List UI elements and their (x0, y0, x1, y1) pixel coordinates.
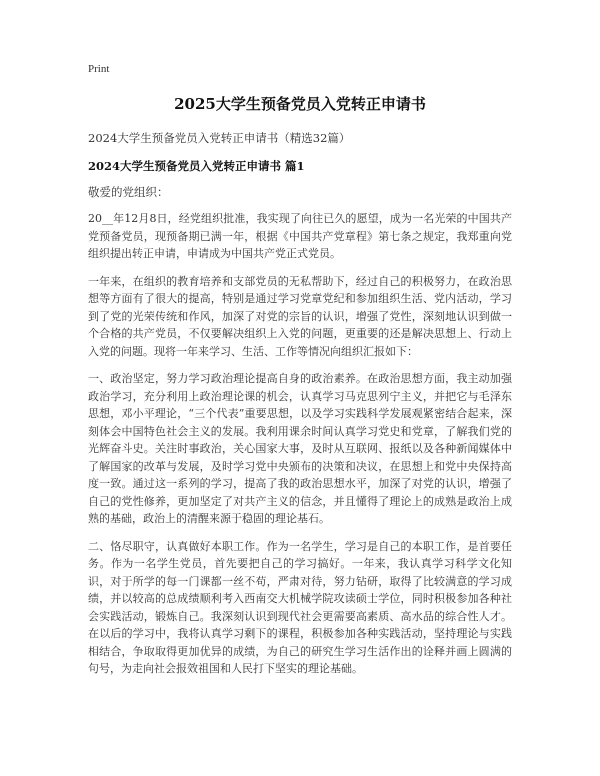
paragraph-1: 20__年12月8日，经党组织批准，我实现了向往已久的愿望，成为一名光荣的中国共产党预备党员，现预备期已满一年，根据《中国共产党章程》第七条之规定，我郑重向党组织提出转正申请，申请成为中国共产党正式党员。 (88, 212, 512, 260)
section-heading: 2024大学生预备党员入党转正申请书 篇1 (88, 159, 305, 173)
paragraph-4: 二、恪尽职守，认真做好本职工作。作为一名学生，学习是自己的本职工作，是首要任务。作为一名学生党员，首先要把自己的学习搞好。一年来，我认真学习科学文化知识，对于所学的每一门课都一丝不苟，严肃对待，努力钻研，取得了比较满意的学习成绩，并以较高的总成绩顺利考入西南交大机械学院攻读硕士学位，同时积极参加各种社会实践活动，锻炼自己。我深刻认识到现代社会更需要高素质、高水品的综合性人才。在以后的学习中，我将认真学习剩下的课程，积极参加各种实践活动，坚持理论与实践相结合，争取取得更加优异的成绩，为自己的研究生学习生活作出的诠释并画上圆满的句号，为走向社会报效祖国和人民打下坚实的理论基础。 (88, 539, 512, 675)
document-title: 2025大学生预备党员入党转正申请书 (174, 95, 426, 113)
document-subtitle: 2024大学生预备党员入党转正申请书（精选32篇） (88, 131, 351, 145)
document-page (88, 62, 512, 688)
salutation: 敬爱的党组织： (88, 185, 169, 199)
paragraph-3: 一、政治坚定，努力学习政治理论提高自身的政治素养。在政治思想方面，我主动加强政治学习，充分利用上政治理论课的机会，认真学习马克思列宁主义，并把它与毛泽东思想，邓小平理论，“三个代表”重要思想，以及学习实践科学发展观紧密结合起来，深刻体会中国特色社会主义的发展。我利用课余时间认真学习党史和党章，了解我们党的光辉奋斗史。关注时事政治，关心国家大事，及时从互联网、报纸以及各种新闻媒体中了解国家的改革与发展，及时学习党中央颁布的决策和决议，在思想上和党中央保持高度一致。通过这一系列的学习，提高了我的政治思想水平，加深了对党的认识，增强了自己的党性修养，更加坚定了对共产主义的信念，并且懂得了理论上的成熟是政治上成熟的基础，政治上的清醒来源于稳固的理论基石。 (88, 372, 512, 525)
print-link[interactable]: Print (88, 63, 110, 75)
paragraph-2: 一年来，在组织的教育培养和支部党员的无私帮助下，经过自己的积极努力，在政治思想等方面有了很大的提高，特别是通过学习党章党纪和参加组织生活、党内活动，学习到了党的光荣传统和作风，加深了对党的宗旨的认识，增强了党性，深刻地认识到做一个合格的共产党员，不仅要解决组织上入党的问题，更重要的还是解决思想上、行动上入党的问题。现将一年来学习、生活、工作等情况向组织汇报如下： (88, 274, 512, 358)
